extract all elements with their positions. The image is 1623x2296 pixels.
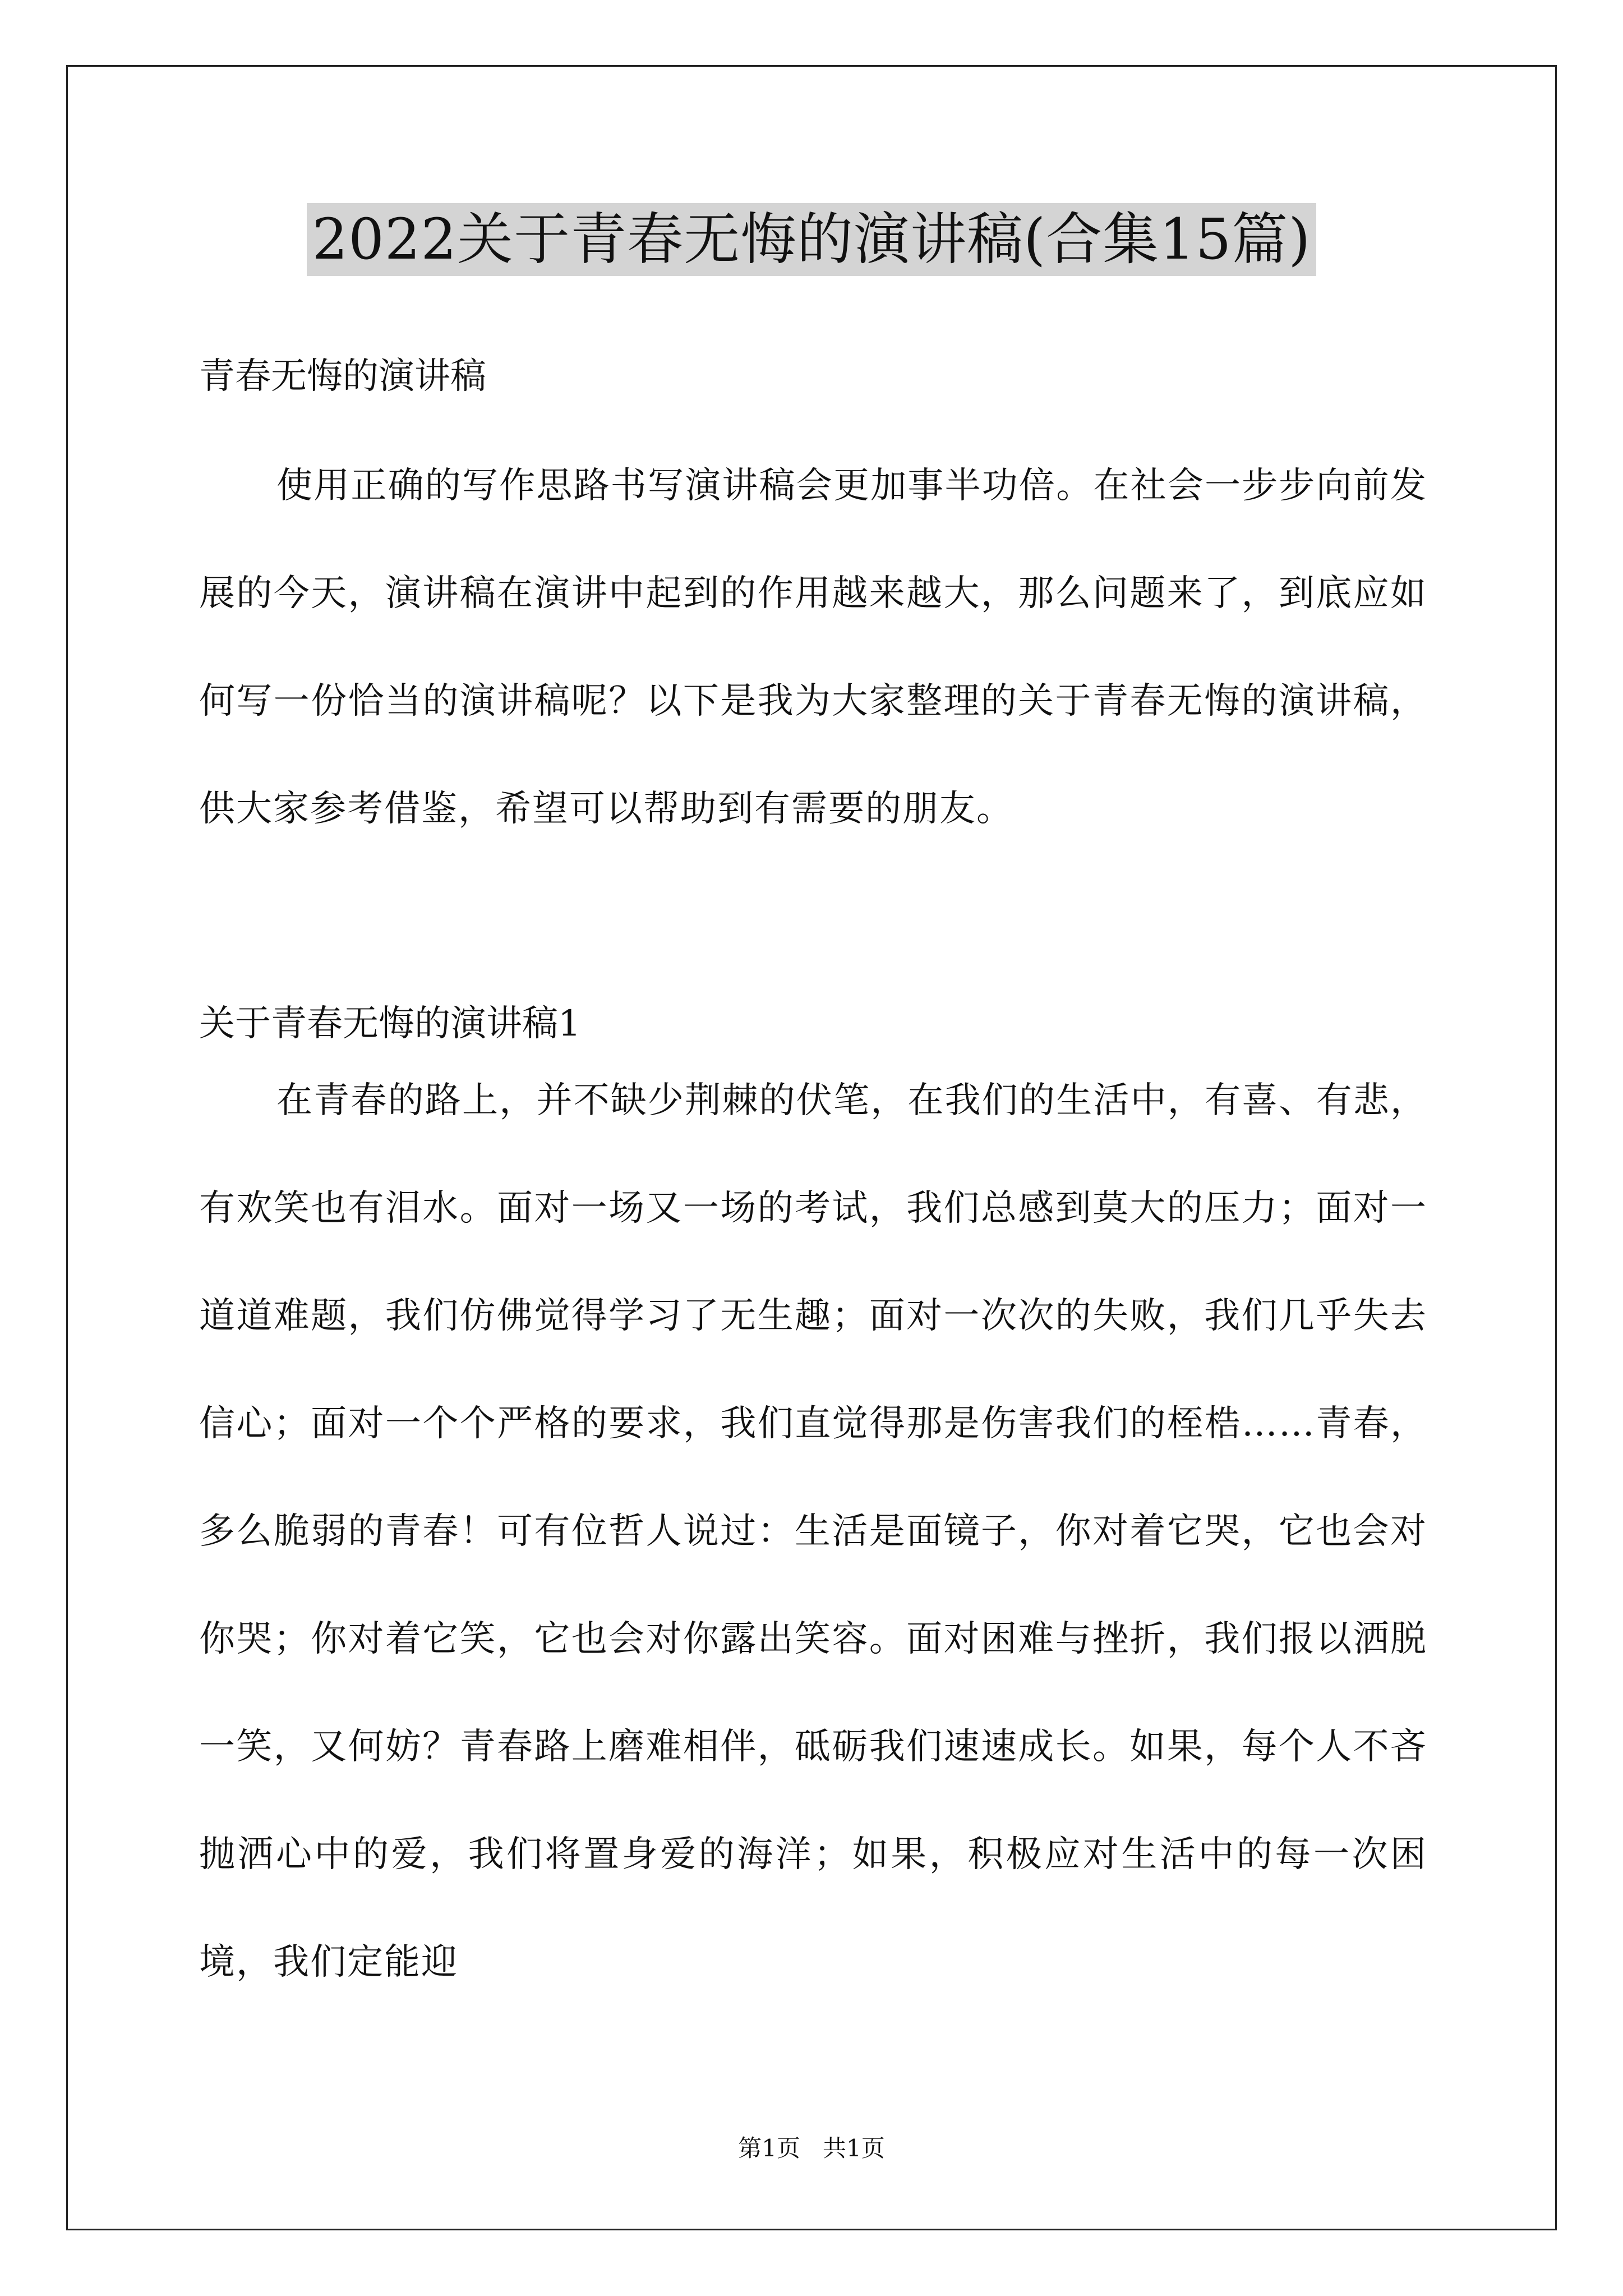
section-1-heading: 关于青春无悔的演讲稿1 [199,1003,581,1045]
section-1-paragraph: 在青春的路上，并不缺少荆棘的伏笔，在我们的生活中，有喜、有悲，有欢笑也有泪水。面对一场又一场的考试，我们总感到莫大的压力；面对一道道难题，我们仿佛觉得学习了无生趣；面对一次次的失败，我们几乎失去信心；面对一个个严格的要求，我们直觉得那是伤害我们的桎梏……青春，多么脆弱的青春！可有位哲人说过：生活是面镜子，你对着它哭，它也会对你哭；你对着它笑，它也会对你露出笑容。面对困难与挫折，我们报以洒脱一笑，又何妨？青春路上磨难相伴，砥砺我们速速成长。如果，每个人不吝抛洒心中的爱，我们将置身爱的海洋；如果，积极应对生活中的每一次困境，我们定能迎 [199,1080,1427,1983]
page-footer: 第1页 共1页 [738,2134,885,2162]
title-container [0,203,1623,276]
document-title: 2022关于青春无悔的演讲稿(合集15篇) [307,203,1317,276]
intro-heading: 青春无悔的演讲稿 [199,356,486,397]
intro-paragraph: 使用正确的写作思路书写演讲稿会更加事半功倍。在社会一步步向前发展的今天，演讲稿在演讲中起到的作用越来越大，那么问题来了，到底应如何写一份恰当的演讲稿呢？以下是我为大家整理的关于青春无悔的演讲稿，供大家参考借鉴，希望可以帮助到有需要的朋友。 [199,465,1427,830]
